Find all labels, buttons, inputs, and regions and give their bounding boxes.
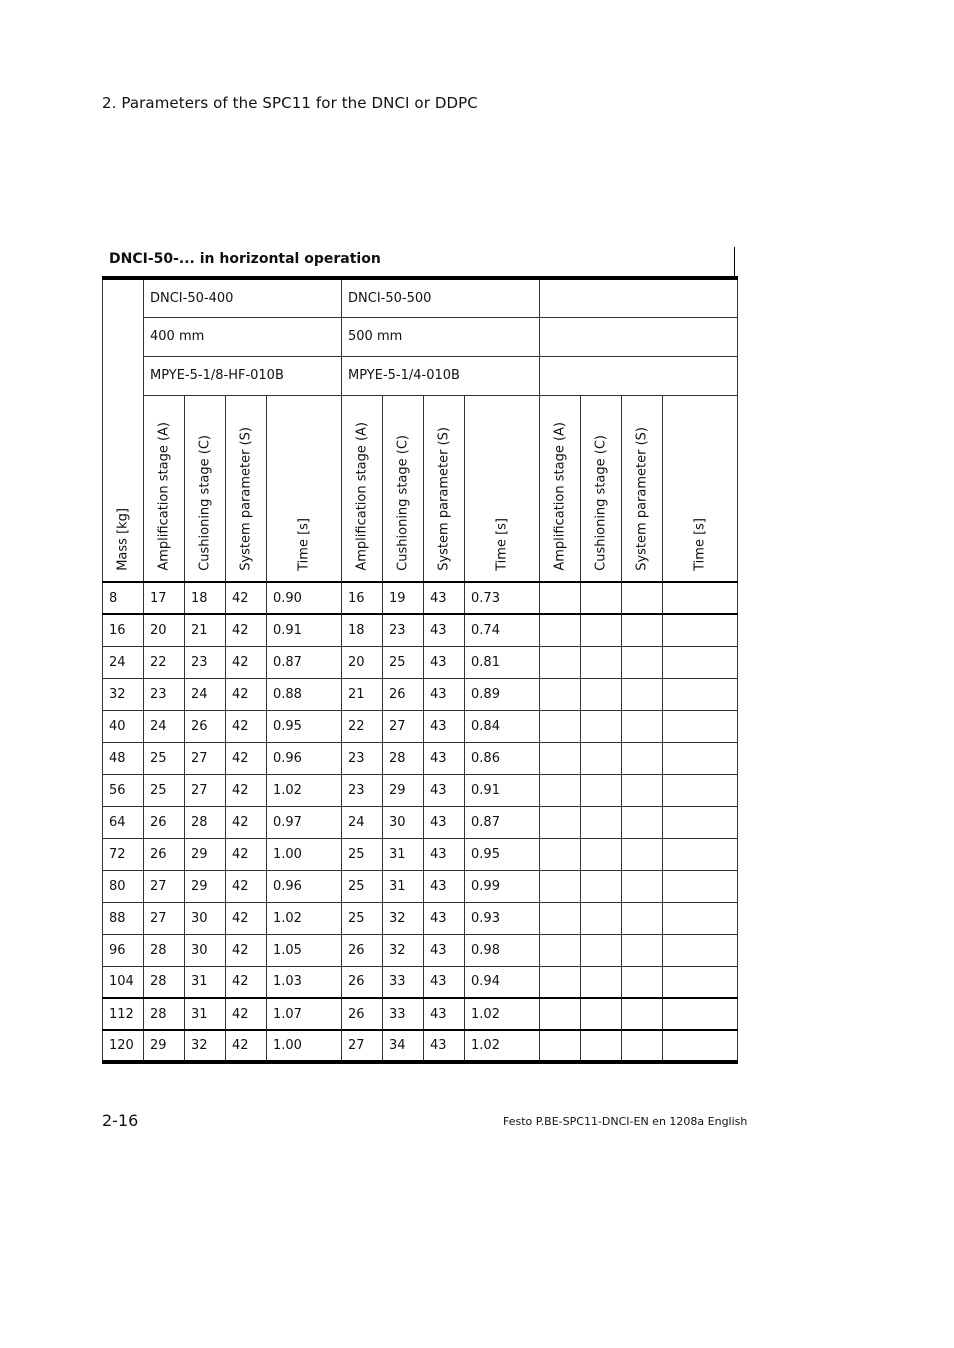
value-cell: 0.99: [465, 870, 540, 902]
table-row: [103, 678, 738, 710]
value-cell: 27: [185, 774, 226, 806]
value-cell: 33: [383, 966, 424, 998]
value-cell: [663, 710, 738, 742]
value-cell: 25: [144, 774, 185, 806]
value-cell: 43: [424, 774, 465, 806]
value-cell: [581, 838, 622, 870]
value-cell: [663, 774, 738, 806]
value-cell: [663, 1030, 738, 1062]
value-cell: 25: [144, 742, 185, 774]
table-title: DNCI-50-... in horizontal operation: [102, 247, 735, 276]
value-cell: 0.93: [465, 902, 540, 934]
value-cell: 27: [342, 1030, 383, 1062]
value-cell: [540, 614, 581, 646]
value-cell: [581, 774, 622, 806]
value-cell: 42: [226, 902, 267, 934]
value-cell: 24: [342, 806, 383, 838]
value-cell: 31: [383, 838, 424, 870]
value-cell: 0.97: [267, 806, 342, 838]
col-header-cell: [663, 395, 738, 582]
value-cell: 23: [342, 742, 383, 774]
mass-cell: 64: [103, 806, 144, 838]
amplification-stage-header: Amplification stage (A): [552, 422, 568, 571]
value-cell: 43: [424, 998, 465, 1030]
value-cell: 43: [424, 582, 465, 614]
col-header-cell: [267, 395, 342, 582]
value-cell: 29: [383, 774, 424, 806]
time-header: Time [s]: [692, 518, 708, 571]
value-cell: [663, 646, 738, 678]
value-cell: 23: [185, 646, 226, 678]
value-cell: 22: [342, 710, 383, 742]
value-cell: 20: [342, 646, 383, 678]
value-cell: [622, 710, 663, 742]
stroke-row: [103, 317, 738, 356]
table-row: [103, 934, 738, 966]
table-row: [103, 646, 738, 678]
col-header-cell: [226, 395, 267, 582]
value-cell: 0.81: [465, 646, 540, 678]
value-cell: 27: [383, 710, 424, 742]
value-cell: 43: [424, 806, 465, 838]
value-cell: 42: [226, 614, 267, 646]
value-cell: 0.90: [267, 582, 342, 614]
table-row: [103, 742, 738, 774]
value-cell: 0.91: [267, 614, 342, 646]
table-row: [103, 710, 738, 742]
mass-cell: 120: [103, 1030, 144, 1062]
table-row: [103, 582, 738, 614]
value-cell: 25: [342, 902, 383, 934]
value-cell: [540, 902, 581, 934]
value-cell: 0.73: [465, 582, 540, 614]
value-cell: 1.02: [267, 902, 342, 934]
col-header-cell: [540, 395, 581, 582]
value-cell: 28: [144, 934, 185, 966]
value-cell: [622, 646, 663, 678]
value-cell: 21: [185, 614, 226, 646]
value-cell: 30: [185, 902, 226, 934]
value-cell: 43: [424, 678, 465, 710]
value-cell: [540, 678, 581, 710]
value-cell: 26: [342, 998, 383, 1030]
value-cell: 43: [424, 742, 465, 774]
value-cell: 33: [383, 998, 424, 1030]
value-cell: 26: [383, 678, 424, 710]
mass-cell: 24: [103, 646, 144, 678]
value-cell: 42: [226, 774, 267, 806]
value-cell: 28: [144, 966, 185, 998]
value-cell: [581, 710, 622, 742]
value-cell: 0.96: [267, 870, 342, 902]
value-cell: 0.86: [465, 742, 540, 774]
value-cell: [663, 614, 738, 646]
value-cell: 1.02: [267, 774, 342, 806]
running-head: 2. Parameters of the SPC11 for the DNCI or DDPC: [102, 94, 478, 112]
value-cell: [663, 742, 738, 774]
value-cell: [540, 998, 581, 1030]
value-cell: [663, 870, 738, 902]
stroke-2: 500 mm: [342, 317, 540, 356]
value-cell: [663, 806, 738, 838]
value-cell: 25: [342, 870, 383, 902]
col-header-cell: [465, 395, 540, 582]
value-cell: 0.88: [267, 678, 342, 710]
value-cell: 1.07: [267, 998, 342, 1030]
value-cell: [581, 998, 622, 1030]
mass-cell: 16: [103, 614, 144, 646]
table-row: [103, 806, 738, 838]
document-reference: Festo P.BE-SPC11-DNCI-EN en 1208a English: [503, 1115, 748, 1128]
value-cell: [622, 902, 663, 934]
table-row: [103, 902, 738, 934]
value-cell: 23: [342, 774, 383, 806]
value-cell: 0.95: [465, 838, 540, 870]
mass-cell: 104: [103, 966, 144, 998]
value-cell: [540, 934, 581, 966]
table-row: [103, 614, 738, 646]
value-cell: [581, 742, 622, 774]
value-cell: 29: [144, 1030, 185, 1062]
table-row: [103, 838, 738, 870]
value-cell: 22: [144, 646, 185, 678]
value-cell: [663, 678, 738, 710]
value-cell: [622, 966, 663, 998]
value-cell: [622, 678, 663, 710]
value-cell: 23: [144, 678, 185, 710]
value-cell: 27: [144, 870, 185, 902]
value-cell: 21: [342, 678, 383, 710]
value-cell: 0.94: [465, 966, 540, 998]
amplification-stage-header: Amplification stage (A): [354, 422, 370, 571]
value-cell: 42: [226, 678, 267, 710]
value-cell: 28: [383, 742, 424, 774]
value-cell: [622, 870, 663, 902]
value-cell: 26: [342, 934, 383, 966]
value-cell: 31: [383, 870, 424, 902]
col-header-cell: [144, 395, 185, 582]
parameter-table: [102, 276, 738, 1064]
value-cell: 32: [383, 902, 424, 934]
value-cell: [663, 838, 738, 870]
value-cell: 29: [185, 870, 226, 902]
value-cell: 42: [226, 806, 267, 838]
value-cell: 0.95: [267, 710, 342, 742]
table-row: [103, 774, 738, 806]
mass-cell: 40: [103, 710, 144, 742]
value-cell: [581, 582, 622, 614]
time-header: Time [s]: [494, 518, 510, 571]
value-cell: 25: [383, 646, 424, 678]
value-cell: [622, 742, 663, 774]
mass-cell: 48: [103, 742, 144, 774]
value-cell: 27: [144, 902, 185, 934]
value-cell: [540, 710, 581, 742]
valve-row: [103, 356, 738, 395]
system-parameter-header: System parameter (S): [634, 427, 650, 571]
system-parameter-header: System parameter (S): [436, 427, 452, 571]
mass-cell: 72: [103, 838, 144, 870]
value-cell: 43: [424, 646, 465, 678]
value-cell: 42: [226, 998, 267, 1030]
value-cell: 42: [226, 966, 267, 998]
cylinder-type-row: [103, 278, 738, 317]
value-cell: [663, 582, 738, 614]
value-cell: 1.02: [465, 1030, 540, 1062]
value-cell: 43: [424, 710, 465, 742]
value-cell: 18: [185, 582, 226, 614]
value-cell: 31: [185, 998, 226, 1030]
value-cell: 0.87: [465, 806, 540, 838]
value-cell: [540, 774, 581, 806]
mass-header-cell: [103, 278, 144, 582]
value-cell: [663, 902, 738, 934]
col-header-cell: [622, 395, 663, 582]
col-header-cell: [581, 395, 622, 582]
valve-3: [540, 356, 738, 395]
value-cell: 43: [424, 902, 465, 934]
value-cell: [540, 646, 581, 678]
value-cell: 0.74: [465, 614, 540, 646]
value-cell: 42: [226, 710, 267, 742]
value-cell: [622, 1030, 663, 1062]
value-cell: [540, 806, 581, 838]
value-cell: [581, 614, 622, 646]
value-cell: [540, 1030, 581, 1062]
mass-cell: 88: [103, 902, 144, 934]
value-cell: [622, 582, 663, 614]
mass-cell: 32: [103, 678, 144, 710]
time-header: Time [s]: [296, 518, 312, 571]
stroke-3: [540, 317, 738, 356]
value-cell: 28: [144, 998, 185, 1030]
value-cell: [663, 934, 738, 966]
value-cell: 18: [342, 614, 383, 646]
value-cell: [581, 902, 622, 934]
value-cell: 17: [144, 582, 185, 614]
value-cell: [663, 966, 738, 998]
value-cell: 0.84: [465, 710, 540, 742]
value-cell: 30: [383, 806, 424, 838]
valve-1: MPYE-5-1/8-HF-010B: [144, 356, 342, 395]
table-row: [103, 1030, 738, 1062]
value-cell: 43: [424, 934, 465, 966]
value-cell: 34: [383, 1030, 424, 1062]
value-cell: [581, 934, 622, 966]
mass-cell: 56: [103, 774, 144, 806]
value-cell: 24: [185, 678, 226, 710]
value-cell: [540, 742, 581, 774]
value-cell: 20: [144, 614, 185, 646]
value-cell: 28: [185, 806, 226, 838]
value-cell: 27: [185, 742, 226, 774]
value-cell: 0.96: [267, 742, 342, 774]
value-cell: [622, 806, 663, 838]
stroke-1: 400 mm: [144, 317, 342, 356]
page-number: 2-16: [102, 1111, 139, 1130]
value-cell: [622, 774, 663, 806]
value-cell: 23: [383, 614, 424, 646]
mass-header: Mass [kg]: [115, 508, 131, 571]
value-cell: 1.00: [267, 1030, 342, 1062]
value-cell: 42: [226, 646, 267, 678]
value-cell: [540, 966, 581, 998]
value-cell: [540, 870, 581, 902]
col-header-cell: [424, 395, 465, 582]
value-cell: 42: [226, 582, 267, 614]
mass-cell: 96: [103, 934, 144, 966]
mass-cell: 80: [103, 870, 144, 902]
table-row: [103, 998, 738, 1030]
col-header-cell: [383, 395, 424, 582]
value-cell: 43: [424, 1030, 465, 1062]
value-cell: [581, 870, 622, 902]
value-cell: 32: [185, 1030, 226, 1062]
value-cell: 1.00: [267, 838, 342, 870]
value-cell: 1.03: [267, 966, 342, 998]
column-header-row: [103, 395, 738, 582]
value-cell: 16: [342, 582, 383, 614]
value-cell: 42: [226, 838, 267, 870]
amplification-stage-header: Amplification stage (A): [156, 422, 172, 571]
value-cell: 31: [185, 966, 226, 998]
value-cell: [581, 806, 622, 838]
value-cell: 43: [424, 870, 465, 902]
value-cell: 42: [226, 1030, 267, 1062]
value-cell: 32: [383, 934, 424, 966]
data-rows: [103, 582, 738, 1062]
value-cell: 43: [424, 838, 465, 870]
value-cell: 19: [383, 582, 424, 614]
value-cell: [581, 966, 622, 998]
value-cell: 25: [342, 838, 383, 870]
value-cell: [622, 934, 663, 966]
valve-2: MPYE-5-1/4-010B: [342, 356, 540, 395]
value-cell: [663, 998, 738, 1030]
value-cell: [581, 678, 622, 710]
value-cell: 29: [185, 838, 226, 870]
value-cell: 30: [185, 934, 226, 966]
table-row: [103, 870, 738, 902]
value-cell: [622, 614, 663, 646]
value-cell: 43: [424, 614, 465, 646]
mass-cell: 112: [103, 998, 144, 1030]
value-cell: 0.89: [465, 678, 540, 710]
value-cell: 43: [424, 966, 465, 998]
value-cell: 24: [144, 710, 185, 742]
system-parameter-header: System parameter (S): [238, 427, 254, 571]
value-cell: 0.87: [267, 646, 342, 678]
value-cell: 26: [342, 966, 383, 998]
value-cell: 26: [144, 838, 185, 870]
value-cell: 1.02: [465, 998, 540, 1030]
cylinder-type-2: DNCI-50-500: [342, 278, 540, 317]
value-cell: [581, 646, 622, 678]
value-cell: 0.98: [465, 934, 540, 966]
value-cell: 26: [144, 806, 185, 838]
value-cell: 42: [226, 742, 267, 774]
cushioning-stage-header: Cushioning stage (C): [395, 435, 411, 571]
col-header-cell: [185, 395, 226, 582]
value-cell: [622, 838, 663, 870]
cushioning-stage-header: Cushioning stage (C): [197, 435, 213, 571]
value-cell: [581, 1030, 622, 1062]
value-cell: [540, 582, 581, 614]
value-cell: 26: [185, 710, 226, 742]
value-cell: 1.05: [267, 934, 342, 966]
value-cell: [622, 998, 663, 1030]
cylinder-type-3: [540, 278, 738, 317]
table-row: [103, 966, 738, 998]
value-cell: 0.91: [465, 774, 540, 806]
value-cell: [540, 838, 581, 870]
value-cell: 42: [226, 870, 267, 902]
cushioning-stage-header: Cushioning stage (C): [593, 435, 609, 571]
col-header-cell: [342, 395, 383, 582]
mass-cell: 8: [103, 582, 144, 614]
value-cell: 42: [226, 934, 267, 966]
cylinder-type-1: DNCI-50-400: [144, 278, 342, 317]
